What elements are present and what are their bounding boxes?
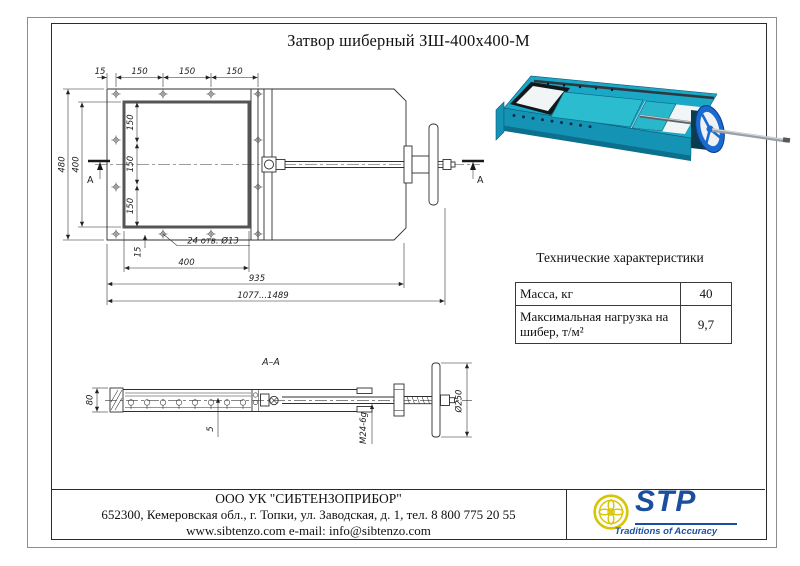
svg-text:150: 150 xyxy=(178,67,196,77)
spec-name: Масса, кг xyxy=(516,283,681,306)
spec-name: Максимальная нагрузка на шибер, т/м² xyxy=(516,306,681,344)
svg-text:15: 15 xyxy=(94,67,106,77)
company-name: ООО УК "СИБТЕНЗОПРИБОР" xyxy=(215,491,402,506)
stp-logo xyxy=(591,484,741,537)
section-view-label: A–A xyxy=(262,357,280,368)
svg-text:150: 150 xyxy=(131,67,148,77)
company-contacts: www.sibtenzo.com e-mail: info@sibtenzo.com xyxy=(186,523,431,538)
table-row xyxy=(516,283,732,306)
logo-tagline: Traditions of Accuracy xyxy=(614,525,718,537)
spec-value: 9,7 xyxy=(681,306,732,344)
company-info xyxy=(51,490,566,539)
page-title: Затвор шиберный ЗШ-400х400-М xyxy=(287,31,530,50)
table-row xyxy=(516,306,732,344)
svg-text:480: 480 xyxy=(57,156,68,173)
logo-abbr: STP xyxy=(635,484,697,518)
valve3d-left-flange xyxy=(496,102,504,140)
specs-table xyxy=(515,282,732,344)
svg-text:400: 400 xyxy=(178,258,195,268)
svg-text:1077...1489: 1077...1489 xyxy=(237,291,289,301)
svg-text:400: 400 xyxy=(71,156,82,173)
company-address: 652300, Кемеровская обл., г. Топки, ул. Заводская, д. 1, тел. 8 800 775 20 55 xyxy=(101,507,516,522)
svg-text:A: A xyxy=(477,175,484,186)
svg-text:150: 150 xyxy=(126,155,136,173)
svg-text:80: 80 xyxy=(85,394,96,406)
svg-text:15: 15 xyxy=(133,246,144,258)
spec-value: 40 xyxy=(681,283,732,306)
stp-emblem-icon xyxy=(593,494,629,530)
svg-text:M24-6g: M24-6g xyxy=(359,411,369,445)
title-block-footer xyxy=(51,484,765,539)
svg-text:935: 935 xyxy=(248,274,266,284)
svg-text:5: 5 xyxy=(206,426,216,432)
svg-text:24 отв. Ø13: 24 отв. Ø13 xyxy=(187,236,239,247)
svg-text:Ø250: Ø250 xyxy=(454,389,465,413)
svg-text:A: A xyxy=(87,175,94,186)
svg-text:150: 150 xyxy=(226,67,243,77)
logo-underline xyxy=(635,523,737,525)
specs-heading: Технические характеристики xyxy=(536,250,704,265)
svg-text:150: 150 xyxy=(126,114,136,131)
logo-cell xyxy=(566,484,765,539)
svg-text:150: 150 xyxy=(126,197,136,215)
